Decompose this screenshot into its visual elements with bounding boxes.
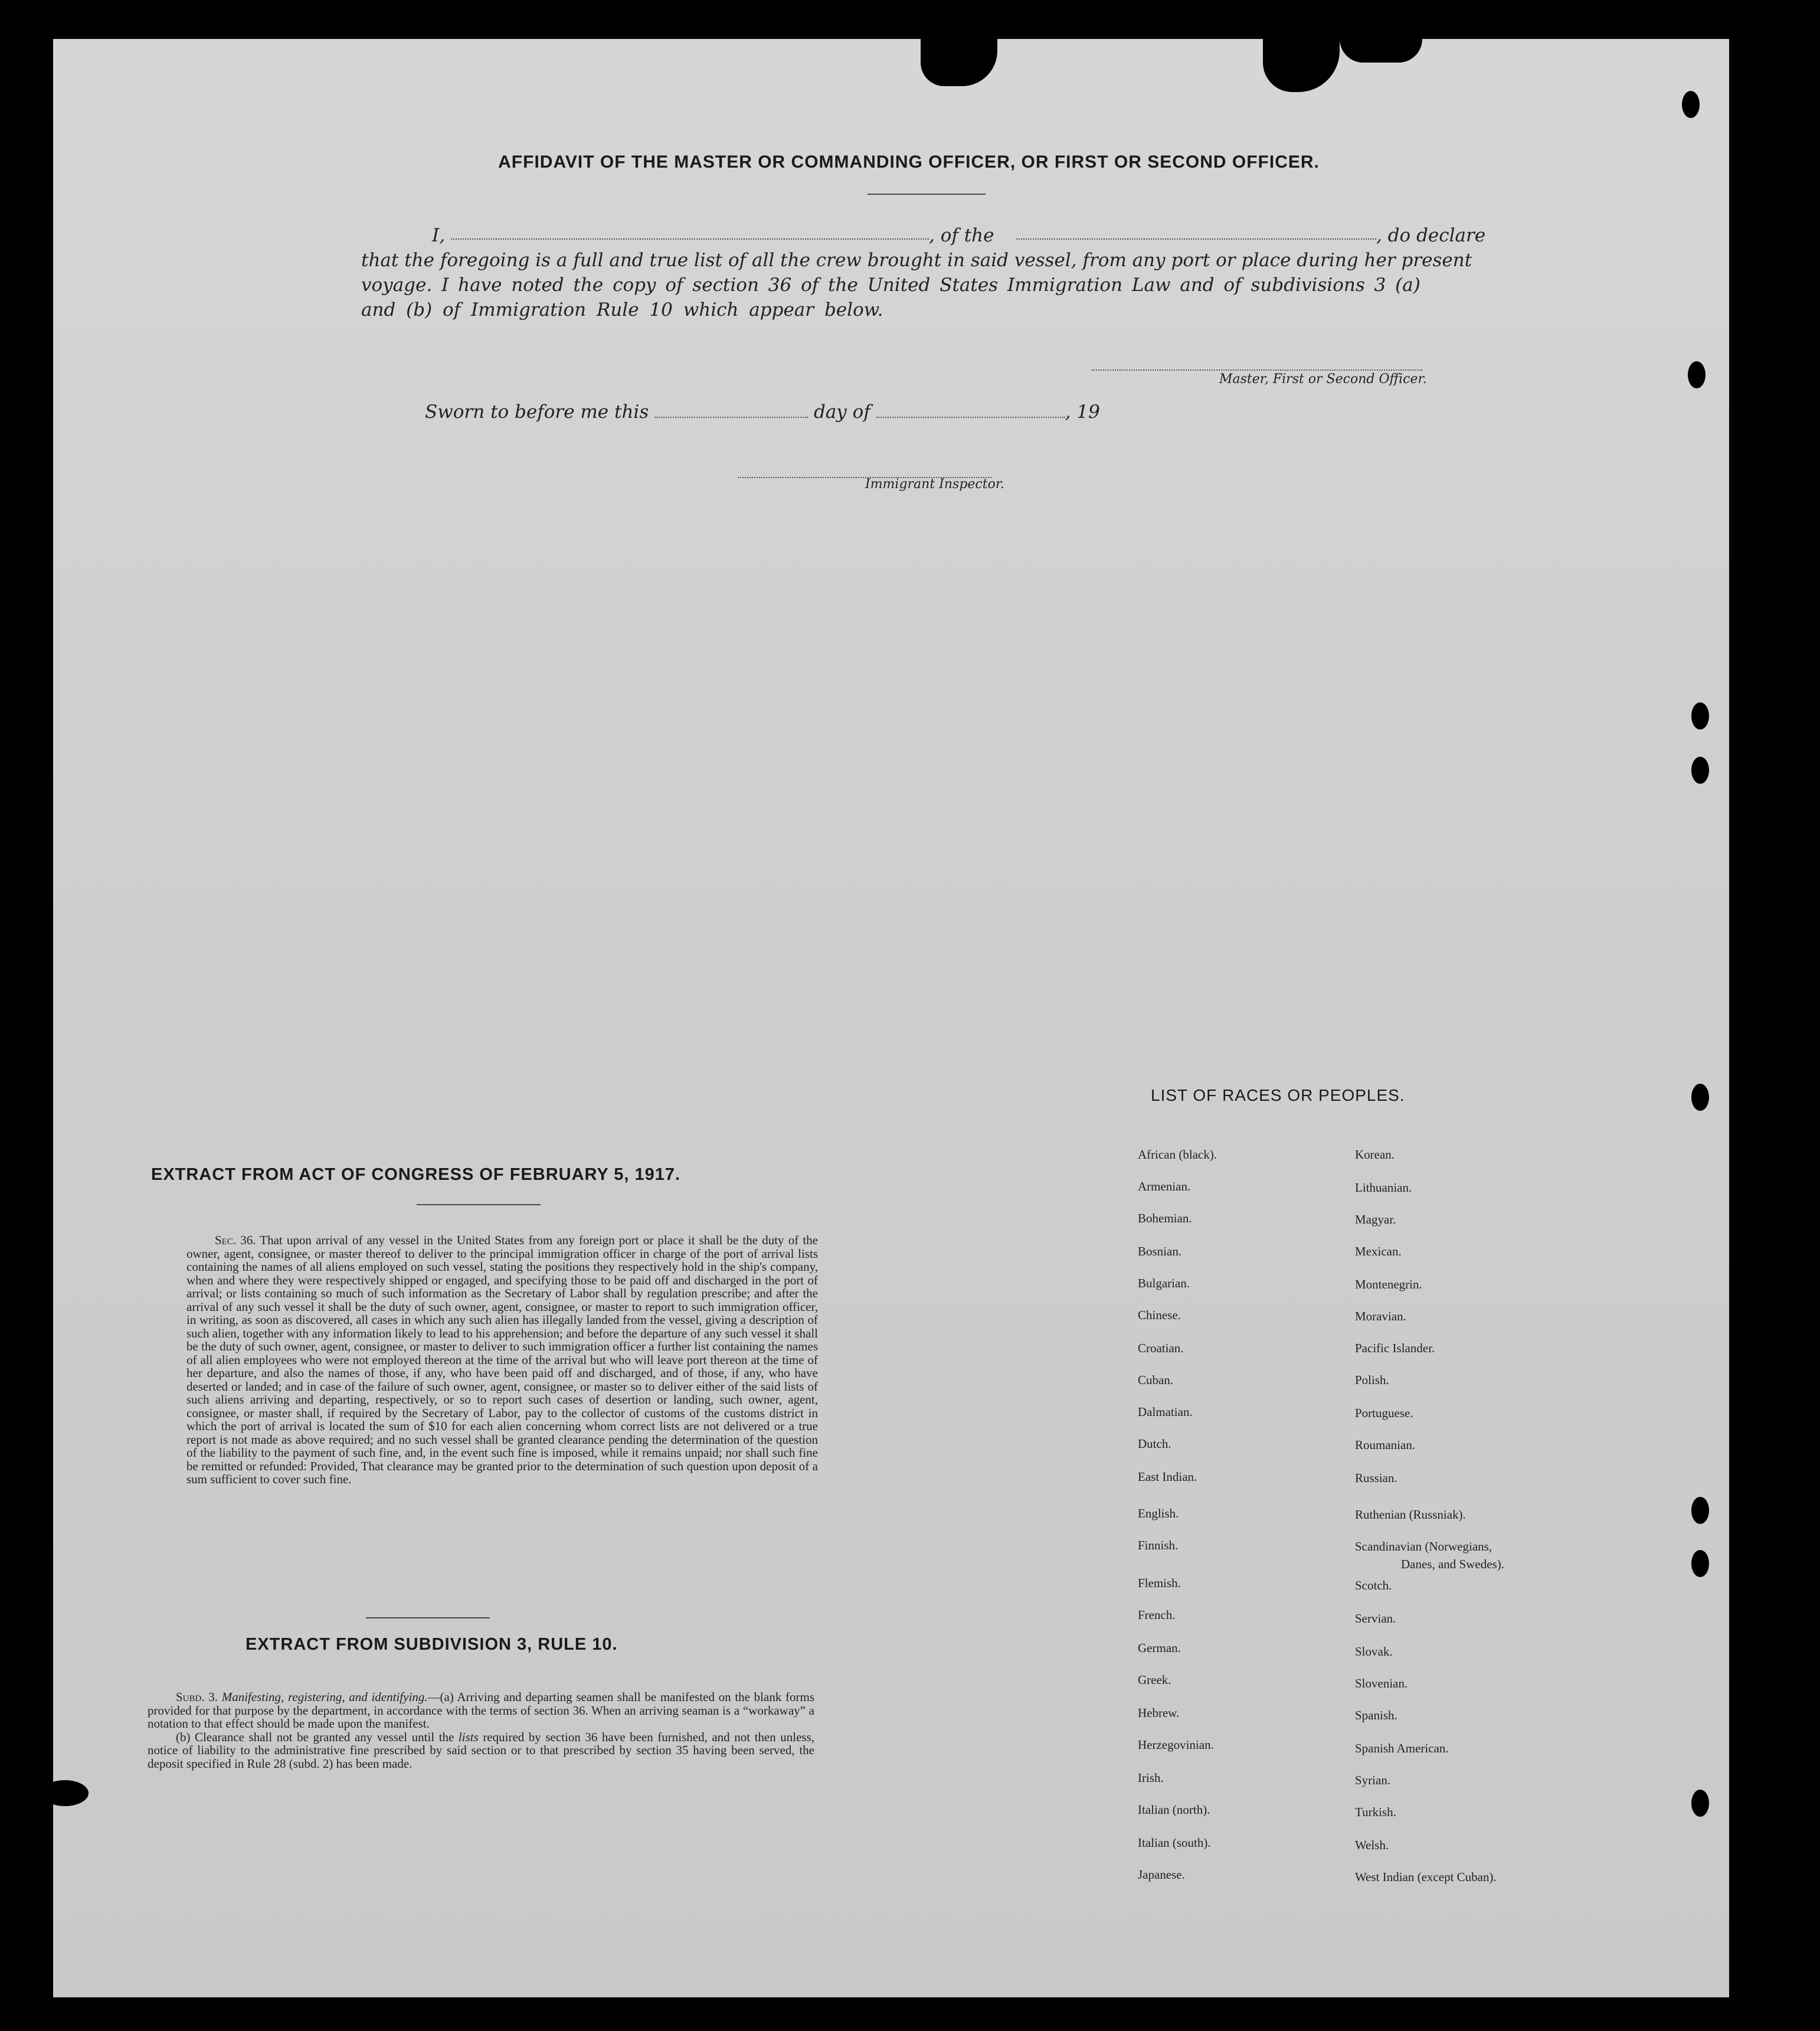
race-item: Moravian. — [1355, 1309, 1406, 1323]
punch-hole — [1691, 1497, 1709, 1524]
affidavit-line-2: that the foregoing is a full and true list of all the crew brought in said vessel, from any port or place during her present — [361, 250, 1472, 271]
race-item: Flemish. — [1138, 1576, 1181, 1590]
race-item: Bohemian. — [1138, 1211, 1192, 1225]
rule-10-text — [148, 1690, 814, 1770]
race-item: West Indian (except Cuban). — [1355, 1870, 1497, 1884]
race-item: Dalmatian. — [1138, 1405, 1193, 1419]
para-b-lists: lists — [458, 1729, 479, 1744]
master-caption: Master, First or Second Officer. — [1219, 372, 1427, 387]
race-item: Spanish American. — [1355, 1741, 1449, 1755]
section-label: Sec. 36. — [215, 1233, 256, 1247]
race-item: Greek. — [1138, 1673, 1171, 1687]
race-item: Armenian. — [1138, 1179, 1191, 1193]
race-item: Dutch. — [1138, 1437, 1171, 1451]
race-item: Pacific Islander. — [1355, 1341, 1435, 1355]
para-b-label: (b) — [176, 1729, 191, 1744]
punch-hole — [1691, 702, 1709, 730]
race-item: Russian. — [1355, 1471, 1397, 1485]
affidavit-body — [361, 223, 1492, 322]
divider — [868, 194, 986, 195]
race-item: Italian (north). — [1138, 1803, 1210, 1817]
punch-hole — [1682, 91, 1700, 118]
inspector-caption: Immigrant Inspector. — [865, 477, 1004, 492]
race-item: Hebrew. — [1138, 1706, 1180, 1720]
race-item: Bulgarian. — [1138, 1276, 1190, 1290]
affidavit-line-3: voyage. I have noted the copy of section 36 of the United States Immigration Law and of subdivisions 3 (a) — [361, 274, 1420, 296]
race-item: Bosnian. — [1138, 1244, 1182, 1258]
race-item: Japanese. — [1138, 1868, 1185, 1882]
race-item: Finnish. — [1138, 1538, 1179, 1552]
torn-edge — [1263, 39, 1340, 92]
punch-hole — [1691, 1550, 1709, 1577]
punch-hole — [1691, 1084, 1709, 1111]
section-36-text — [186, 1234, 818, 1486]
race-item: French. — [1138, 1608, 1176, 1622]
sworn-text: Sworn to before me this — [425, 401, 649, 423]
sworn-line — [425, 401, 1100, 423]
race-item: Slovenian. — [1355, 1676, 1408, 1690]
race-item: Welsh. — [1355, 1838, 1389, 1852]
race-item: Montenegrin. — [1355, 1277, 1422, 1291]
ink-blot — [41, 1780, 89, 1806]
race-item: Cuban. — [1138, 1373, 1174, 1387]
race-item: Mexican. — [1355, 1244, 1402, 1258]
race-item: Danes, and Swedes). — [1401, 1557, 1504, 1571]
vessel-blank — [1016, 223, 1376, 240]
torn-edge — [921, 39, 997, 86]
affidavit-line-4: and (b) of Immigration Rule 10 which appear below. — [361, 299, 883, 320]
race-item: German. — [1138, 1641, 1181, 1655]
race-item: Scotch. — [1355, 1578, 1392, 1592]
punch-hole — [1688, 361, 1706, 388]
race-item: Polish. — [1355, 1373, 1389, 1387]
extract-rule-title: EXTRACT FROM SUBDIVISION 3, RULE 10. — [245, 1635, 618, 1654]
race-item: Irish. — [1138, 1771, 1164, 1785]
race-item: Ruthenian (Russniak). — [1355, 1507, 1466, 1522]
name-blank — [451, 223, 929, 240]
section-body: That upon arrival of any vessel in the United States from any foreign port or place it shall be the duty of the owner, agent, consignee, or master thereof to deliver to the principal immigration officer in charge of the port of arrival lists containing the names of all aliens employed on such vessel, stating the positions they respectively hold in the ship's company, when and where they were respectively shipped or engaged, and specifying those to be paid off and discharged in the port of arrival; or lists containing so much of such information as the Secretary of Labor shall by regulation prescribe; and after the arrival of any such vessel it shall be the duty of such owner, agent, consignee, or master to report to such immigration officer, in writing, as soon as discovered, all cases in which any such alien has illegally landed from the vessel, giving a description of such alien, together with any information likely to lead to his apprehension; and before the departure of any such vessel it shall be the duty of such owner, agent, consignee, or master to deliver to such immigration officer a further list containing the names of all alien employees who were not employed thereon at the time of the arrival but who will leave port thereon at the time of her departure, and also the names of those, if any, who have been paid off and discharged, and of those, if any, who have deserted or landed; and in case of the failure of such owner, agent, consignee, or master so to deliver either of the said lists of such aliens arriving and departing, respectively, or so to report such cases of desertion or landing, such owner, agent, consignee, or master shall, if required by the Secretary of Labor, pay to the collector of customs of the customs district in which the port of arrival is located the sum of $10 for each alien concerning whom correct lists are not delivered or a true report is not made as above required; and no such vessel shall be granted clearance pending the determination of the question of the liability to the payment of such fine, and, in the event such fine is imposed, while it remains unpaid; nor shall such fine be remitted or refunded: Provided, That clearance may be granted prior to the determination of such question upon deposit of a sum sufficient to cover such fine. — [186, 1233, 818, 1486]
affidavit-declare: , do declare — [1376, 225, 1486, 246]
race-item: Italian (south). — [1138, 1836, 1211, 1850]
punch-hole — [1691, 757, 1709, 784]
day-blank — [654, 401, 808, 418]
race-item: Turkish. — [1355, 1805, 1396, 1819]
race-item: Chinese. — [1138, 1308, 1181, 1322]
affidavit-of-the: , of the — [929, 225, 994, 246]
divider — [417, 1204, 541, 1205]
race-item: Croatian. — [1138, 1341, 1184, 1355]
race-item: Syrian. — [1355, 1773, 1391, 1787]
race-item: African (black). — [1138, 1147, 1217, 1162]
extract-act-title: EXTRACT FROM ACT OF CONGRESS OF FEBRUARY 5, 1917. — [151, 1165, 681, 1184]
race-item: Magyar. — [1355, 1212, 1396, 1227]
year-text: , 19 — [1065, 401, 1100, 423]
race-item: English. — [1138, 1506, 1179, 1520]
day-of-text: day of — [813, 401, 870, 423]
subd-para-a: —(a) Arriving and departing seamen shall be manifested on the blank forms provided for that purpose by the department, in accordance with the terms of section 36. When an arriving seaman is a “workaway” a notation to that effect should be made upon the manifest. — [148, 1690, 814, 1731]
month-blank — [876, 401, 1065, 418]
affidavit-line-1 — [361, 223, 1492, 248]
races-title: LIST OF RACES OR PEOPLES. — [1151, 1086, 1405, 1104]
race-item: Roumanian. — [1355, 1438, 1416, 1452]
divider — [366, 1617, 490, 1618]
race-item: Spanish. — [1355, 1708, 1397, 1722]
torn-edge — [1340, 39, 1422, 63]
race-item: Scandinavian (Norwegians, — [1355, 1539, 1492, 1553]
affidavit-title: AFFIDAVIT OF THE MASTER OR COMMANDING OFFICER, OR FIRST OR SECOND OFFICER. — [498, 152, 1320, 172]
race-item: Servian. — [1355, 1611, 1396, 1626]
master-signature-line — [1092, 369, 1422, 371]
race-item: Korean. — [1355, 1147, 1395, 1162]
para-b-text-b: required by section 36 have been furnished, and not then unless, notice of liability to the administrative fine prescribed by said section or to that prescribed by section 35 having been served, the deposit specified in Rule 28 (subd. 2) has been made. — [148, 1729, 815, 1771]
race-item: Herzegovinian. — [1138, 1738, 1214, 1752]
punch-hole — [1691, 1790, 1709, 1817]
race-item: East Indian. — [1138, 1470, 1197, 1484]
race-item: Portuguese. — [1355, 1406, 1413, 1420]
affidavit-i: I, — [432, 225, 446, 246]
subd-heading: Manifesting, registering, and identifying. — [221, 1690, 428, 1704]
subd-label: Subd. 3. — [176, 1690, 218, 1704]
para-b-text-a: Clearance shall not be granted any vessel until the — [195, 1729, 454, 1744]
race-item: Slovak. — [1355, 1644, 1393, 1659]
race-item: Lithuanian. — [1355, 1180, 1412, 1195]
